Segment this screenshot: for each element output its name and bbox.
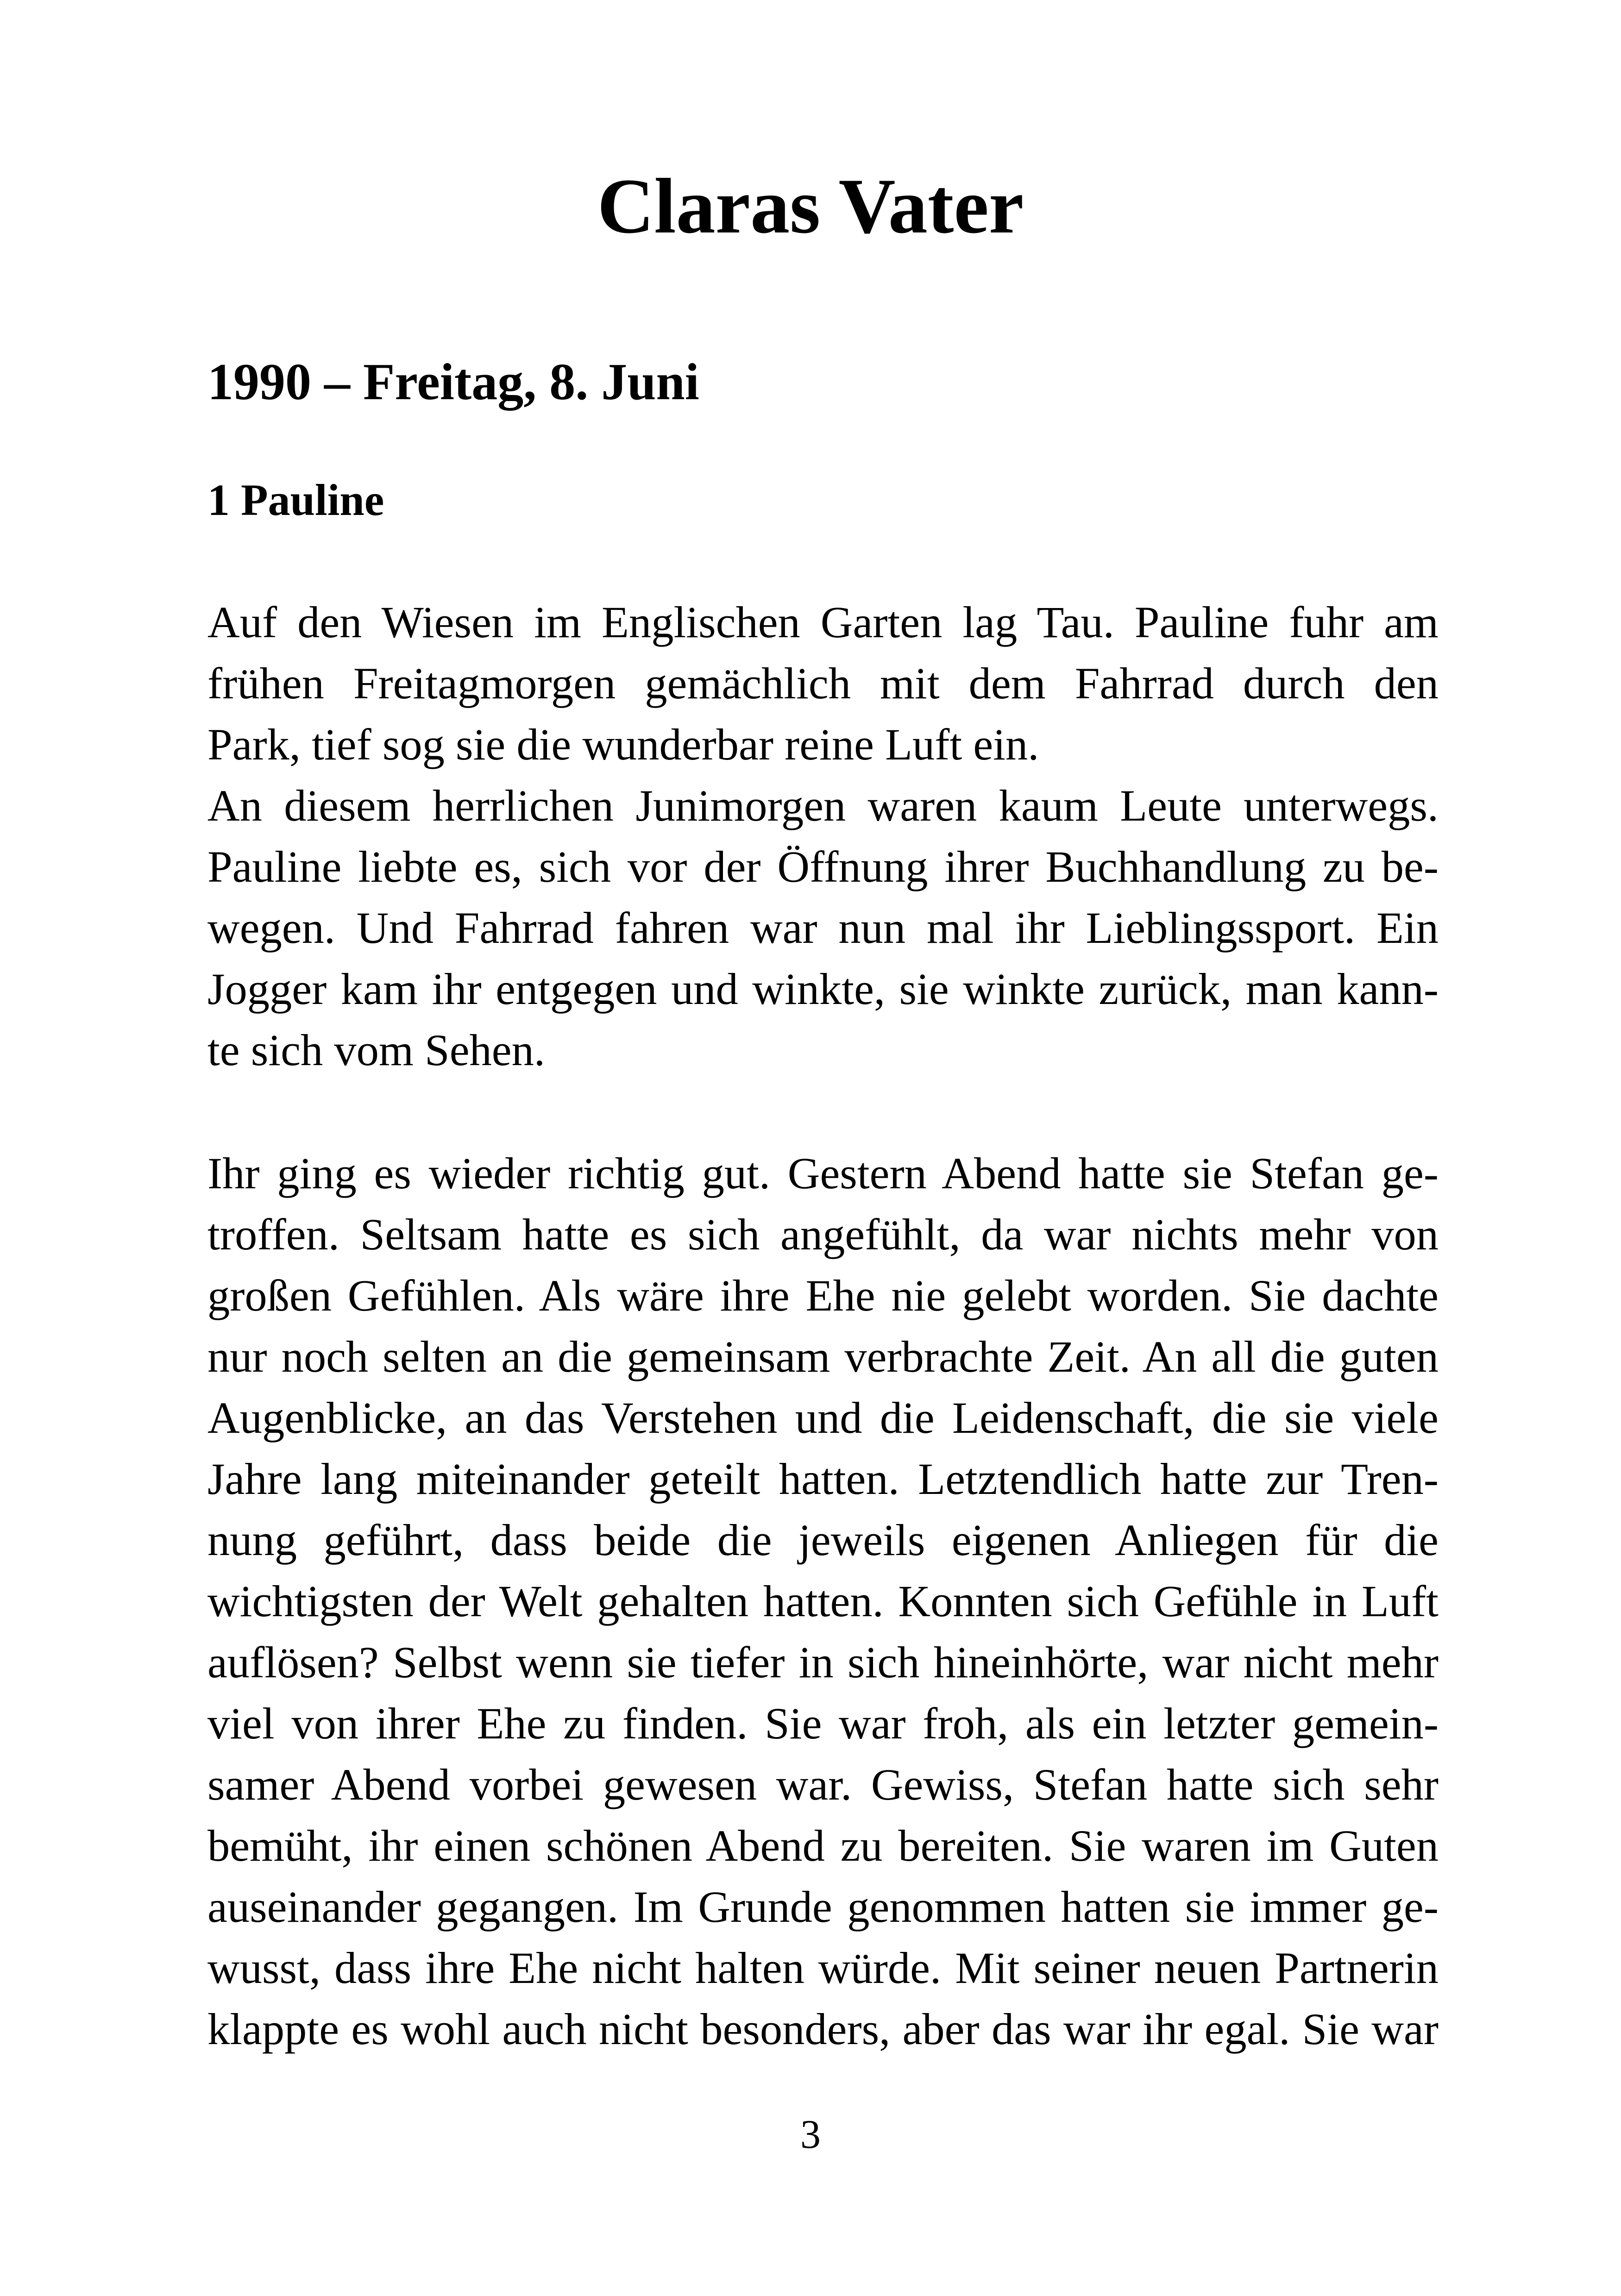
text-line: großen Gefühlen. Als wäre ihre Ehe nie gelebt worden. Sie dachte <box>207 1271 1439 1320</box>
text-line: wegen. Und Fahrrad fahren war nun mal ihr Lieblingssport. Ein <box>207 903 1439 953</box>
text-line: auseinander gegangen. Im Grunde genommen hatten sie immer ge- <box>207 1882 1439 1932</box>
text-line: Ihr ging es wieder richtig gut. Gestern Abend hatte sie Stefan ge- <box>207 1148 1439 1198</box>
text-line: nung geführt, dass beide die jeweils eigenen Anliegen für die <box>207 1515 1439 1565</box>
text-line: auflösen? Selbst wenn sie tiefer in sich hineinhörte, war nicht mehr <box>207 1637 1439 1687</box>
text-line: wichtigsten der Welt gehalten hatten. Konnten sich Gefühle in Luft <box>207 1576 1439 1626</box>
text-line: Jahre lang miteinander geteilt hatten. Letztendlich hatte zur Tren- <box>207 1454 1439 1504</box>
text-line: An diesem herrlichen Junimorgen waren kaum Leute unterwegs. <box>207 781 1439 830</box>
text-line: frühen Freitagmorgen gemächlich mit dem Fahrrad durch den <box>207 659 1439 708</box>
text-line: klappte es wohl auch nicht besonders, aber das war ihr egal. Sie war <box>207 2004 1439 2054</box>
body-paragraph-2 <box>207 1143 1439 2060</box>
text-line: Park, tief sog sie die wunderbar reine Luft ein. <box>207 720 1039 769</box>
body-paragraph-1 <box>207 592 1439 1081</box>
text-line: nur noch selten an die gemeinsam verbrachte Zeit. An all die guten <box>207 1332 1439 1381</box>
chapter-heading: 1 Pauline <box>207 475 384 525</box>
text-line: Augenblicke, an das Verstehen und die Leidenschaft, die sie viele <box>207 1393 1439 1443</box>
book-title: Claras Vater <box>597 163 1024 250</box>
text-line: Jogger kam ihr entgegen und winkte, sie winkte zurück, man kann- <box>207 964 1439 1014</box>
text-line: samer Abend vorbei gewesen war. Gewiss, Stefan hatte sich sehr <box>207 1760 1439 1809</box>
text-line: Auf den Wiesen im Englischen Garten lag Tau. Pauline fuhr am <box>207 597 1439 647</box>
text-line: te sich vom Sehen. <box>207 1025 545 1075</box>
text-line: Pauline liebte es, sich vor der Öffnung ihrer Buchhandlung zu be- <box>207 842 1439 891</box>
text-line: troffen. Seltsam hatte es sich angefühlt, da war nichts mehr von <box>207 1210 1439 1259</box>
page-number: 3 <box>800 2112 821 2157</box>
text-line: bemüht, ihr einen schönen Abend zu bereiten. Sie waren im Guten <box>207 1821 1439 1870</box>
text-line: wusst, dass ihre Ehe nicht halten würde. Mit seiner neuen Partnerin <box>207 1943 1439 1993</box>
date-heading: 1990 – Freitag, 8. Juni <box>207 353 699 411</box>
text-line: viel von ihrer Ehe zu finden. Sie war froh, als ein letzter gemein- <box>207 1699 1439 1748</box>
